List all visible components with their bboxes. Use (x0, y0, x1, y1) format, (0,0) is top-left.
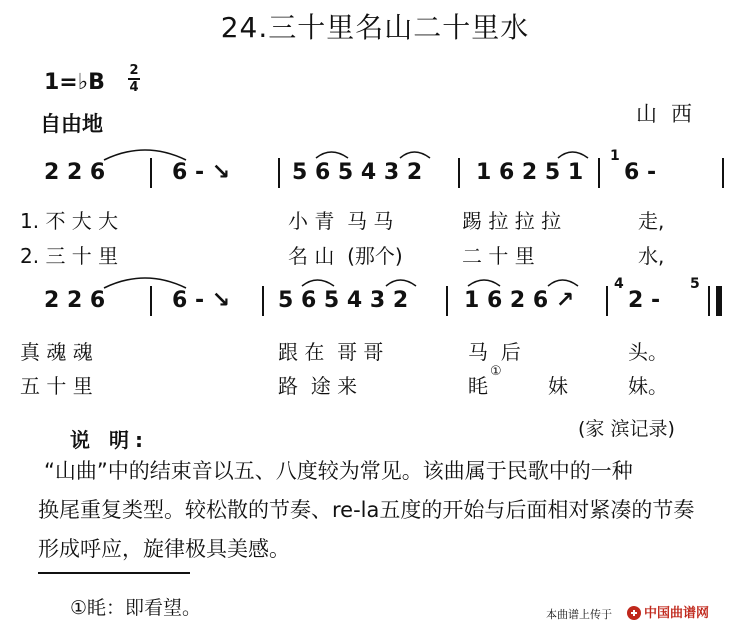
key-signature: 1=♭B (44, 70, 105, 95)
lyric-v2-l2-c2: 妹 (548, 374, 568, 398)
lyric-v2-l1-a: 2. 三 十 里 (20, 244, 119, 268)
lyric-v1-l2-b: 跟 在 哥 哥 (278, 340, 384, 364)
recorder-credit: (家 滨记录) (578, 418, 675, 440)
final-bar-line-thin (708, 286, 710, 316)
lyric-v1-l1-d: 走, (638, 209, 665, 233)
paragraph-line-2: 换尾重复类型。较松散的节奏、re-la五度的开始与后面相对紧凑的节奏 (38, 498, 695, 522)
measure-9: 1 6 2 6 ↗ (464, 288, 575, 313)
lyric-v2-l2-c: 眊 (468, 374, 488, 398)
lyric-v1-l1-c: 踢 拉 拉 拉 (462, 209, 562, 233)
lyric-v2-l2-d: 妹。 (628, 374, 668, 398)
paragraph-line-3: 形成呼应，旋律极具美感。 (38, 537, 290, 561)
grace-note: 1 (610, 148, 620, 164)
grace-note: 5 (690, 276, 700, 292)
bar-line (598, 158, 600, 188)
bar-line (262, 286, 264, 316)
bar-line (722, 158, 724, 188)
bar-line (278, 158, 280, 188)
lyric-v2-l1-b: 名 山 (那个) (288, 244, 403, 268)
tie-arc (100, 142, 190, 164)
footnote-marker: ① (490, 364, 502, 379)
final-bar-line-thick (716, 286, 722, 316)
measure-8: 5 6 5 4 3 2 (278, 288, 409, 313)
bar-line (458, 158, 460, 188)
lyric-v2-l1-c: 二 十 里 (462, 244, 535, 268)
lyric-v2-l1-d: 水, (638, 244, 665, 268)
site-name[interactable]: 中国曲谱网 (644, 606, 710, 621)
measure-3: 5 6 5 4 3 2 (292, 160, 423, 185)
slur-arcs (296, 140, 596, 162)
measure-1: 2 2 6 (44, 160, 106, 185)
slur-arcs (282, 268, 602, 290)
upload-note: 本曲谱上传于 (546, 608, 612, 621)
tempo-marking: 自由地 (40, 112, 103, 136)
measure-4: 1 6 2 5 1 (476, 160, 584, 185)
measure-10: 2 - (628, 288, 661, 313)
lyric-v2-l2-a: 五 十 里 (20, 374, 93, 398)
measure-5: 6 - (624, 160, 657, 185)
bar-line (606, 286, 608, 316)
lyric-v1-l2-a: 真 魂 魂 (20, 340, 93, 364)
measure-7: 6 - ↘ (172, 288, 231, 313)
time-signature (128, 64, 140, 94)
grace-note: 4 (614, 276, 624, 292)
lyric-v1-l1-a: 1. 不 大 大 (20, 209, 119, 233)
site-logo-icon (626, 605, 642, 621)
lyric-v1-l2-d: 头。 (628, 340, 668, 364)
measure-6: 2 2 6 (44, 288, 106, 313)
paragraph-line-1: “山曲”中的结束音以五、八度较为常见。该曲属于民歌中的一种 (44, 459, 633, 483)
page-title: 24.三十里名山二十里水 (220, 11, 530, 44)
footnote: ①眊：即看望。 (70, 597, 202, 619)
notes-heading: 说 明: (70, 428, 149, 452)
lyric-v1-l1-b: 小 青 马 马 (288, 209, 394, 233)
time-signature-bottom: 4 (129, 80, 139, 95)
footnote-divider (38, 572, 190, 574)
measure-2: 6 - ↘ (172, 160, 231, 185)
tie-arc (100, 270, 190, 292)
bar-line (446, 286, 448, 316)
region-label: 山西 (636, 102, 706, 126)
lyric-v1-l2-c: 马 后 (468, 340, 521, 364)
time-signature-top: 2 (129, 63, 139, 78)
lyric-v2-l2-b: 路 途 来 (278, 374, 358, 398)
